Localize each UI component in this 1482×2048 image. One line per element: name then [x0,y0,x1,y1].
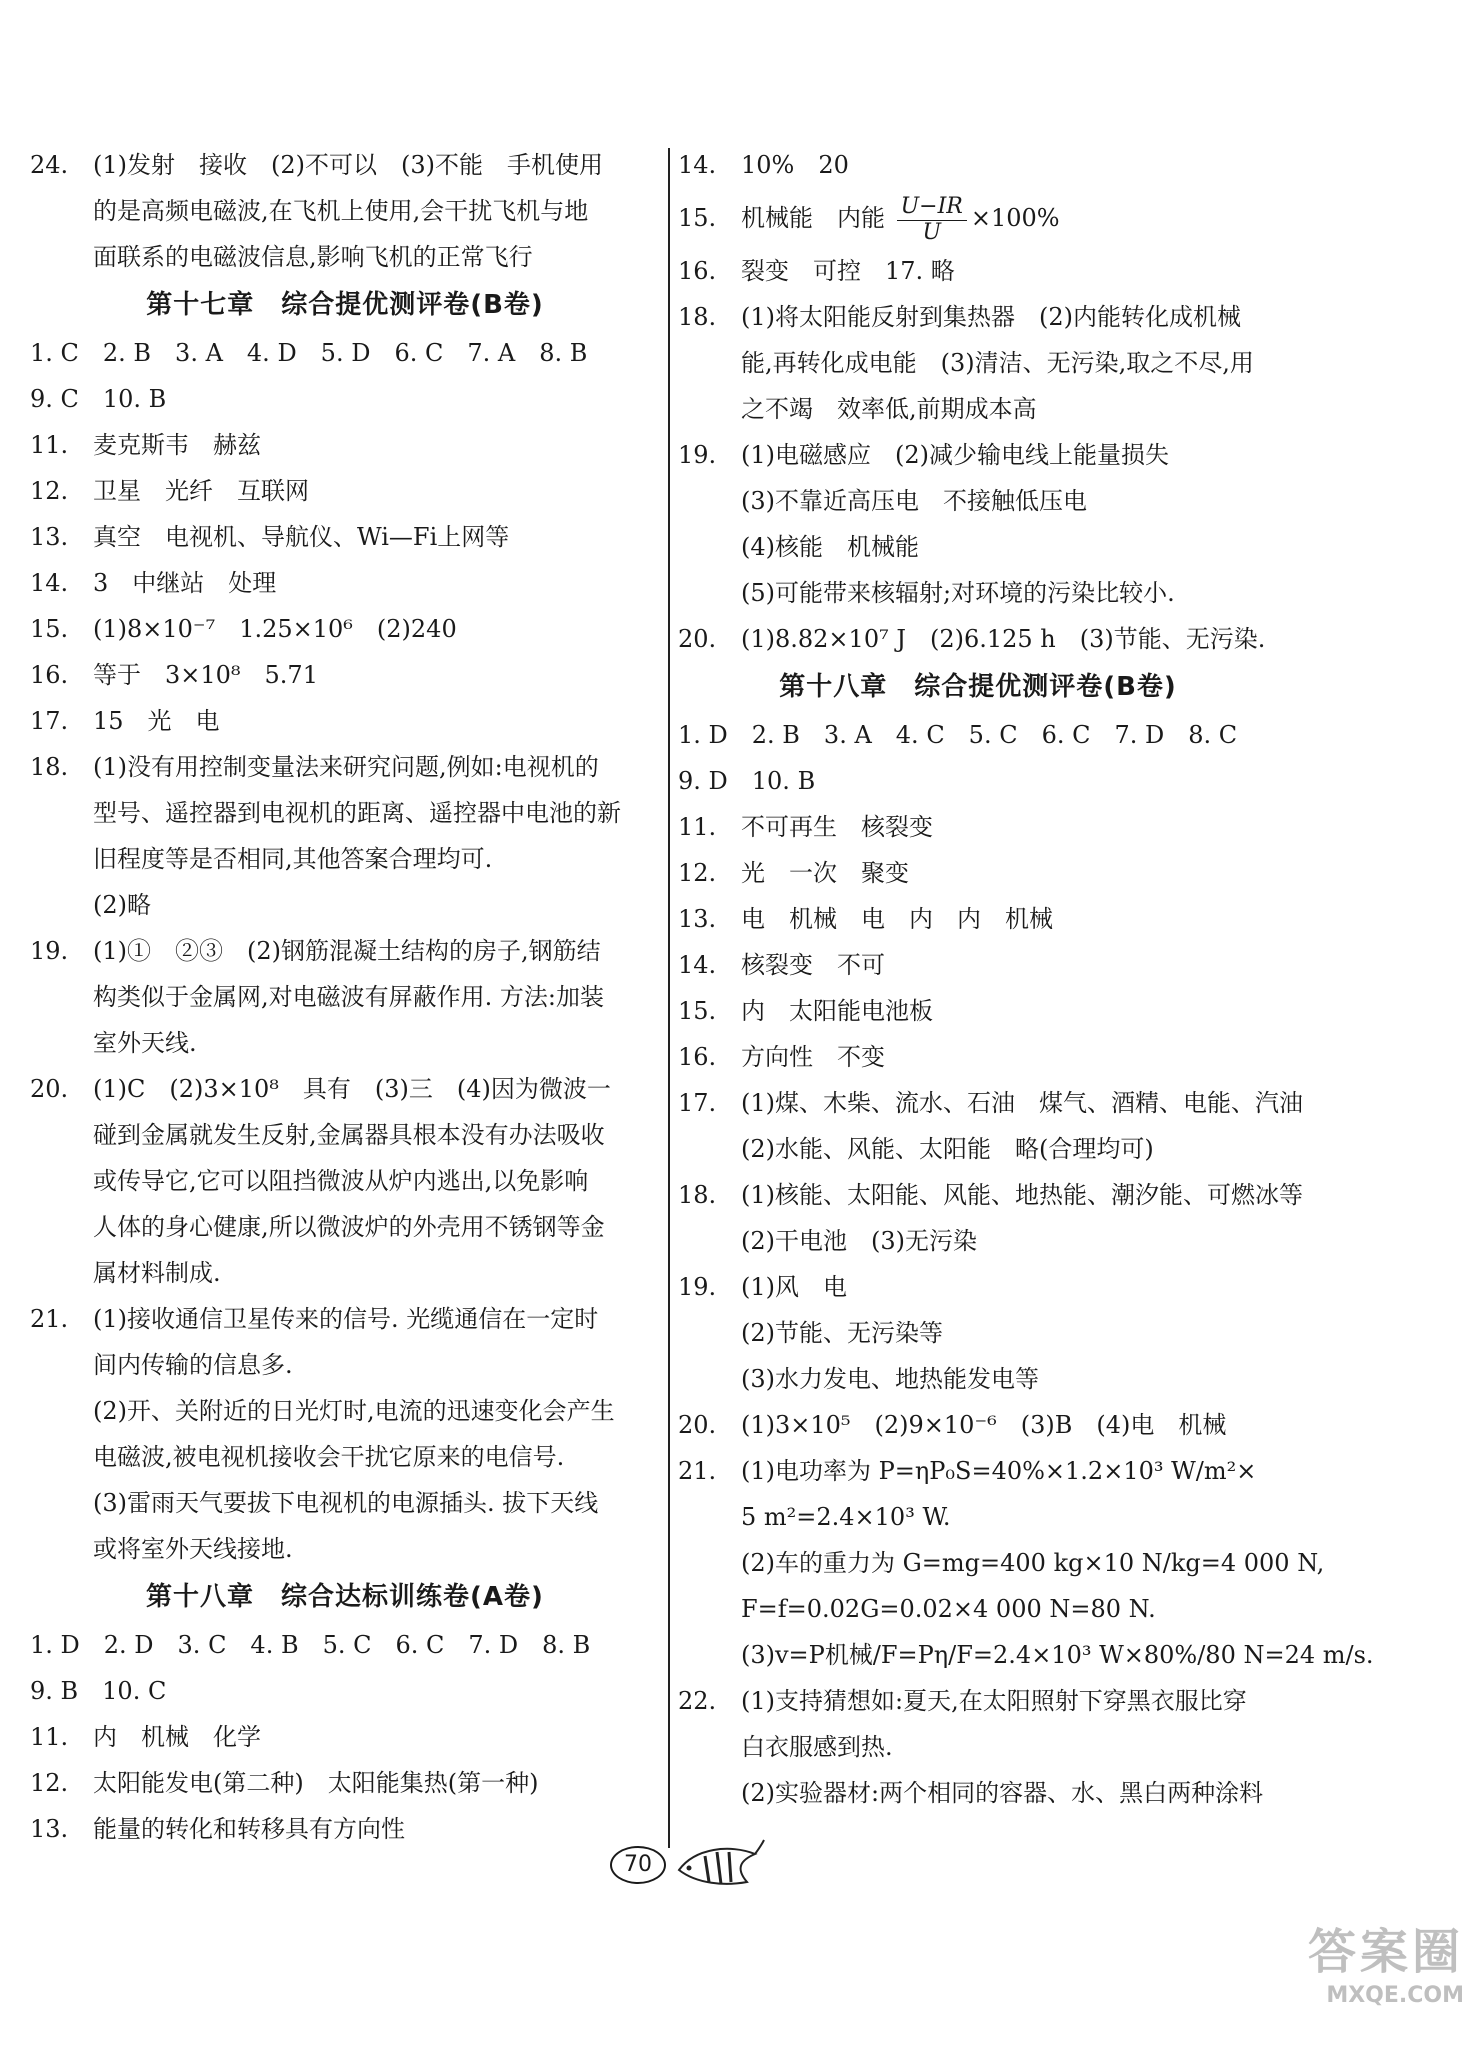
question-number: 12. [678,859,717,887]
answer-continuation: (3)不靠近高压电 不接触低压电 [741,487,1087,515]
question-number: 20. [678,625,717,653]
answer-line [30,142,660,188]
answer-line [30,652,660,698]
answer-text: 电 机械 电 内 内 机械 [741,905,1053,933]
answer-line [678,294,1278,340]
answer-text: 内 太阳能电池板 [741,997,933,1025]
answer-line [678,142,1278,188]
answer-text: 能量的转化和转移具有方向性 [93,1815,405,1843]
question-number: 14. [678,151,717,179]
answer-line [30,514,660,560]
answer-continuation: (3)水力发电、地热能发电等 [741,1365,1039,1393]
answer-continuation: (2)干电池 (3)无污染 [741,1227,977,1255]
answer-text: (1)支持猜想如:夏天,在太阳照射下穿黑衣服比穿 [741,1687,1247,1715]
fraction-numerator: U−IR [897,194,967,221]
answer-text: 机械能 内能 [741,204,885,232]
answer-continuation: (2)节能、无污染等 [741,1319,943,1347]
answer-text: ×100% [970,204,1060,232]
answer-continuation: (4)核能 机械能 [741,533,919,561]
answer-text: (1)核能、太阳能、风能、地热能、潮汐能、可燃冰等 [741,1181,1303,1209]
answer-text: 不可再生 核裂变 [741,813,933,841]
answer-text: 核裂变 不可 [741,951,885,979]
answer-text: 光 一次 聚变 [741,859,909,887]
fish-icon [675,1838,765,1898]
answer-line [30,744,660,790]
question-number: 13. [30,523,69,551]
answer-text: 裂变 可控 17. 略 [741,257,955,285]
choice-answers: 1. C 2. B 3. A 4. D 5. D 6. C 7. A 8. B [30,339,588,367]
answer-line [678,850,1278,896]
answer-continuation: (5)可能带来核辐射;对环境的污染比较小. [741,579,1175,607]
answer-continuation: 型号、遥控器到电视机的距离、遥控器中电池的新 [93,799,621,827]
answer-text: 真空 电视机、导航仪、Wi—Fi上网等 [93,523,510,551]
answer-continuation: (2)开、关附近的日光灯时,电流的迅速变化会产生 [93,1397,615,1425]
answer-text: 方向性 不变 [741,1043,885,1071]
answer-line [678,896,1278,942]
answer-continuation: (2)略 [93,891,151,919]
question-number: 11. [30,431,69,459]
answer-continuation: 或传导它,它可以阻挡微波从炉内逃出,以免影响 [93,1167,589,1195]
choice-answers: 9. B 10. C [30,1677,167,1705]
question-number: 16. [30,661,69,689]
answer-text: 等于 3×10⁸ 5.71 [93,661,318,689]
question-number: 13. [678,905,717,933]
answer-line [30,928,660,974]
answer-text: (1)煤、木柴、流水、石油 煤气、酒精、电能、汽油 [741,1089,1303,1117]
answer-line [678,432,1278,478]
question-number: 16. [678,257,717,285]
answer-line [30,1806,660,1852]
question-number: 19. [678,1273,717,1301]
column-divider [668,148,670,1848]
answer-line [678,1034,1278,1080]
question-number: 11. [30,1723,69,1751]
question-number: 18. [678,303,717,331]
answer-text: 卫星 光纤 互联网 [93,477,309,505]
answer-continuation: 间内传输的信息多. [93,1351,293,1379]
answer-continuation: 白衣服感到热. [741,1733,893,1761]
answer-line [678,188,1278,248]
left-column [30,142,660,1852]
answer-line [30,468,660,514]
answer-line [30,1760,660,1806]
answer-text: (1)发射 接收 (2)不可以 (3)不能 手机使用 [93,151,603,179]
watermark-url: MXQE.COM [1326,1983,1464,2008]
answer-continuation: 之不竭 效率低,前期成本高 [741,395,1037,423]
answer-line [678,988,1278,1034]
choice-answers: 1. D 2. D 3. C 4. B 5. C 6. C 7. D 8. B [30,1631,591,1659]
question-number: 11. [678,813,717,841]
answer-text: (1)3×10⁵ (2)9×10⁻⁶ (3)B (4)电 机械 [741,1411,1227,1439]
answer-continuation: 面联系的电磁波信息,影响飞机的正常飞行 [93,243,533,271]
question-number: 19. [30,937,69,965]
question-number: 17. [678,1089,717,1117]
answer-line [678,1678,1278,1724]
answer-line [678,942,1278,988]
question-number: 18. [30,753,69,781]
answer-continuation: 的是高频电磁波,在飞机上使用,会干扰飞机与地 [93,197,589,225]
answer-text: 内 机械 化学 [93,1723,261,1751]
question-number: 24. [30,151,69,179]
question-number: 12. [30,1769,69,1797]
watermark [1307,1924,1464,2018]
choice-answers: 9. D 10. B [678,767,816,795]
answer-line [678,1448,1278,1494]
answer-text: (1)8.82×10⁷ J (2)6.125 h (3)节能、无污染. [741,625,1266,653]
question-number: 22. [678,1687,717,1715]
answer-continuation: 或将室外天线接地. [93,1535,293,1563]
answer-text: 麦克斯韦 赫兹 [93,431,261,459]
question-number: 15. [678,204,717,232]
answer-continuation: 碰到金属就发生反射,金属器具根本没有办法吸收 [93,1121,605,1149]
section-heading: 第十八章 综合达标训练卷(A卷) [146,1582,544,1612]
question-number: 21. [678,1457,717,1485]
answer-line [678,1264,1278,1310]
answer-continuation: 人体的身心健康,所以微波炉的外壳用不锈钢等金 [93,1213,605,1241]
question-number: 14. [30,569,69,597]
answer-text: 3 中继站 处理 [93,569,277,597]
page-number: 70 [610,1846,666,1884]
answer-line [30,1714,660,1760]
section-heading: 第十八章 综合提优测评卷(B卷) [779,672,1177,702]
answer-line [678,1172,1303,1218]
answer-continuation: (3)v=P机械/F=Pη/F=2.4×10³ W×80%/80 N=24 m/s. [741,1641,1374,1669]
answer-continuation: (2)水能、风能、太阳能 略(合理均可) [741,1135,1154,1163]
answer-continuation: (2)车的重力为 G=mg=400 kg×10 N/kg=4 000 N, [741,1549,1325,1577]
answer-line [678,616,1278,662]
question-number: 19. [678,441,717,469]
answer-text: (1)将太阳能反射到集热器 (2)内能转化成机械 [741,303,1241,331]
answer-text: (1)风 电 [741,1273,847,1301]
answer-line [30,606,660,652]
answer-line [30,698,660,744]
answer-continuation: (3)雷雨天气要拔下电视机的电源插头. 拔下天线 [93,1489,599,1517]
answer-continuation: 5 m²=2.4×10³ W. [741,1503,951,1531]
watermark-logo-text: 答案圈 [1307,1924,1464,1980]
question-number: 12. [30,477,69,505]
question-number: 14. [678,951,717,979]
answer-line [678,804,1278,850]
answer-continuation: F=f=0.02G=0.02×4 000 N=80 N. [741,1595,1156,1623]
question-number: 16. [678,1043,717,1071]
answer-continuation: 室外天线. [93,1029,197,1057]
question-number: 13. [30,1815,69,1843]
question-number: 15. [30,615,69,643]
answer-text: (1)① ②③ (2)钢筋混凝土结构的房子,钢筋结 [93,937,601,965]
answer-line [30,560,660,606]
answer-line [30,1066,660,1112]
answer-line [678,248,1278,294]
choice-answers: 9. C 10. B [30,385,167,413]
answer-text: 太阳能发电(第二种) 太阳能集热(第一种) [93,1769,539,1797]
question-number: 20. [678,1411,717,1439]
answer-text: (1)接收通信卫星传来的信号. 光缆通信在一定时 [93,1305,599,1333]
question-number: 15. [678,997,717,1025]
answer-line [30,1296,660,1342]
choice-answers: 1. D 2. B 3. A 4. C 5. C 6. C 7. D 8. C [678,721,1238,749]
section-heading: 第十七章 综合提优测评卷(B卷) [146,290,544,320]
answer-continuation: 属材料制成. [93,1259,221,1287]
answer-continuation: (2)实验器材:两个相同的容器、水、黑白两种涂料 [741,1779,1264,1807]
answer-text: (1)8×10⁻⁷ 1.25×10⁶ (2)240 [93,615,457,643]
question-number: 18. [678,1181,717,1209]
answer-text: (1)电磁感应 (2)减少输电线上能量损失 [741,441,1169,469]
answer-continuation: 旧程度等是否相同,其他答案合理均可. [93,845,493,873]
answer-text: (1)电功率为 P=ηP₀S=40%×1.2×10³ W/m²× [741,1457,1257,1485]
answer-text: 10% 20 [741,151,849,179]
question-number: 17. [30,707,69,735]
right-column-answers [678,248,1374,1816]
answer-line [678,1402,1278,1448]
answer-text: (1)没有用控制变量法来研究问题,例如:电视机的 [93,753,599,781]
answer-line [678,1080,1303,1126]
answer-text: (1)C (2)3×10⁸ 具有 (3)三 (4)因为微波一 [93,1075,611,1103]
right-column [678,142,1374,1816]
answer-line [30,422,660,468]
answer-continuation: 构类似于金属网,对电磁波有屏蔽作用. 方法:加装 [93,983,604,1011]
question-number: 21. [30,1305,69,1333]
answer-continuation: 电磁波,被电视机接收会干扰它原来的电信号. [93,1443,565,1471]
fraction-denominator: U [922,220,942,245]
answer-text: 15 光 电 [93,707,220,735]
question-number: 20. [30,1075,69,1103]
answer-continuation: 能,再转化成电能 (3)清洁、无污染,取之不尽,用 [741,349,1254,377]
fraction [897,194,967,245]
